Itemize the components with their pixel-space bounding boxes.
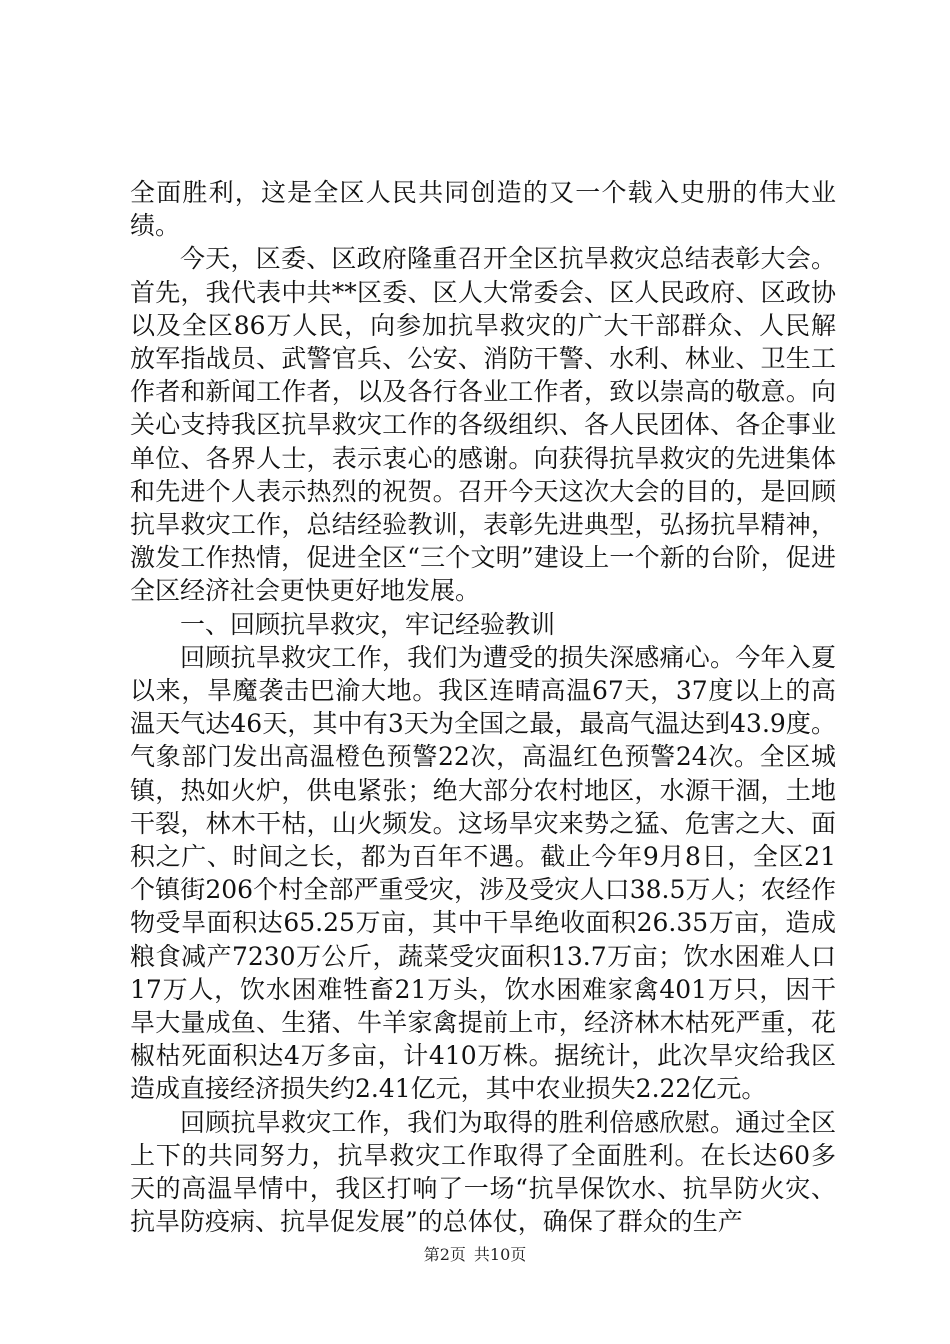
paragraph-opening: 今天，区委、区政府隆重召开全区抗旱救灾总结表彰大会。首先，我代表中共**区委、区人大常委会、区人民政府、区政协以及全区86万人民，向参加抗旱救灾的广大干部群众、人民解放军指战员、武警官兵、公安、消防干警、水利、林业、卫生工作者和新闻工作者，以及各行各业工作者，致以崇高的敬意。向关心支持我区抗旱救灾工作的各级组织、各人民团体、各企事业单位、各界人士，表示衷心的感谢。向获得抗旱救灾的先进集体和先进个人表示热烈的祝贺。召开今天这次大会的目的，是回顾抗旱救灾工作，总结经验教训，表彰先进典型，弘扬抗旱精神，激发工作热情，促进全区“三个文明”建设上一个新的台阶，促进全区经济社会更快更好地发展。 xyxy=(130,244,836,606)
page-number: 第2页 xyxy=(423,1245,466,1264)
paragraph-victory: 回顾抗旱救灾工作，我们为取得的胜利倍感欣慰。通过全区上下的共同努力，抗旱救灾工作取得了全面胜利。在长达60多天的高温旱情中，我区打响了一场“抗旱保饮水、抗旱防火灾、抗旱防疫病、抗旱促发展”的总体仗，确保了群众的生产 xyxy=(130,1107,836,1237)
page-footer xyxy=(0,1242,950,1265)
paragraph-losses: 回顾抗旱救灾工作，我们为遭受的损失深感痛心。今年入夏以来，旱魔袭击巴渝大地。我区连晴高温67天，37度以上的高温天气达46天，其中有3天为全国之最，最高气温达到43.9度。气象部门发出高温橙色预警22次，高温红色预警24次。全区城镇，热如火炉，供电紧张；绝大部分农村地区，水源干涸，土地干裂，林木干枯，山火频发。这场旱灾来势之猛、危害之大、面积之广、时间之长，都为百年不遇。截止今年9月8日，全区21个镇街206个村全部严重受灾，涉及受灾人口38.5万人；农经作物受旱面积达65.25万亩，其中干旱绝收面积26.35万亩，造成粮食减产7230万公斤，蔬菜受灾面积13.7万亩；饮水困难人口17万人，饮水困难牲畜21万头，饮水困难家禽401万只，因干旱大量成鱼、生猪、牛羊家禽提前上市，经济林木枯死严重，花椒枯死面积达4万多亩，计410万株。据统计，此次旱灾给我区造成直接经济损失约2.41亿元，其中农业损失2.22亿元。 xyxy=(130,642,836,1104)
section-heading: 一、回顾抗旱救灾，牢记经验教训 xyxy=(180,609,556,639)
page-total: 共10页 xyxy=(473,1245,527,1264)
document-body xyxy=(130,176,836,1239)
paragraph-continuation: 全面胜利，这是全区人民共同创造的又一个载入史册的伟大业绩。 xyxy=(130,178,836,241)
